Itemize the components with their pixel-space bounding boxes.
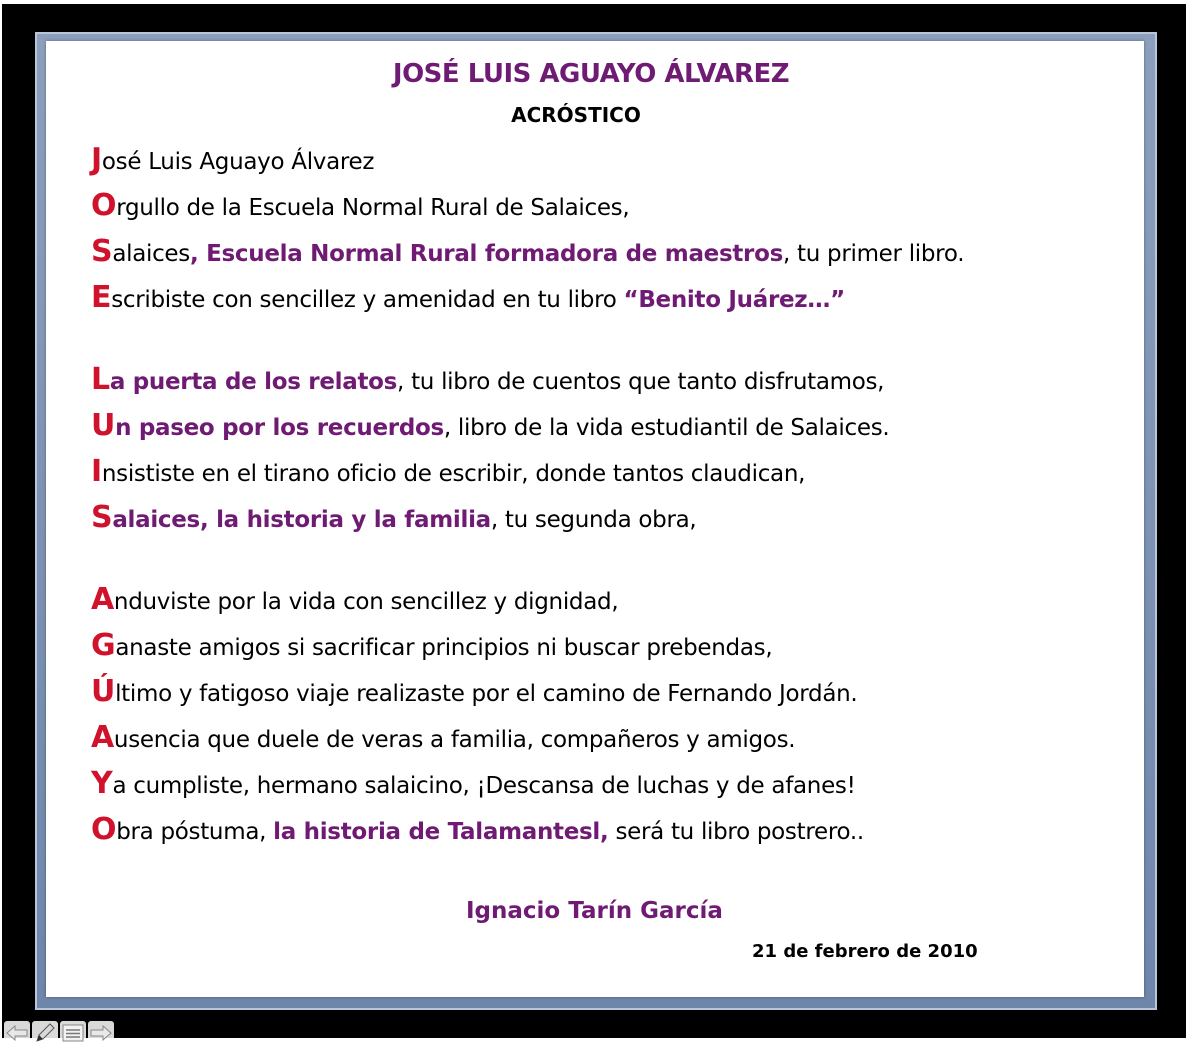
line-text: a cumpliste, hermano salaicino, ¡Descansa de luchas y de afanes! [112,773,856,799]
acrostic-initial: Ú [91,674,116,709]
poem-line [91,403,964,449]
acrostic-initial: A [91,720,114,755]
author-signature: Ignacio Tarín García [466,898,723,924]
menu-icon[interactable] [60,1021,86,1045]
document-title: JOSÉ LUIS AGUAYO ÁLVAREZ [392,59,790,89]
acrostic-initial: E [91,280,112,315]
poem-line [91,137,964,183]
acrostic-poem [91,137,964,853]
line-text: , tu libro de cuentos que tanto disfrutamos, [397,369,885,395]
line-text: osé Luis Aguayo Álvarez [101,149,375,175]
acrostic-initial: L [91,362,110,397]
poem-line [91,715,964,761]
highlighted-text: n paseo por los recuerdos [115,415,444,441]
poem-line [91,495,964,541]
line-text: scribiste con sencillez y amenidad en tu libro [111,287,624,313]
line-text: anaste amigos si sacrificar principios ni buscar prebendas, [115,635,773,661]
acrostic-initial: O [91,188,117,223]
highlighted-text: “Benito Juárez…” [623,287,845,313]
line-text: , tu primer libro. [783,241,965,267]
line-text: ltimo y fatigoso viaje realizaste por el camino de Fernando Jordán. [115,681,858,707]
poem-line [91,449,964,495]
poem-line [91,807,964,853]
poem-line [91,669,964,715]
acrostic-initial: O [91,812,117,847]
line-text: , tu segunda obra, [490,507,697,533]
document-date: 21 de febrero de 2010 [752,941,978,962]
highlighted-text: alaices, la historia y la familia [112,507,491,533]
acrostic-initial: U [91,408,116,443]
pencil-icon[interactable] [32,1021,58,1045]
line-text: bra póstuma, [116,819,274,845]
poem-line [91,623,964,669]
back-arrow-icon[interactable] [4,1021,30,1045]
acrostic-initial: A [91,582,114,617]
line-text: será tu libro postrero.. [608,819,864,845]
highlighted-text: , Escuela Normal Rural formadora de maestros [189,241,783,267]
slideshow-nav [4,1020,114,1046]
stanza-gap [91,321,964,357]
line-text: alaices [112,241,190,267]
poem-line [91,275,964,321]
poem-line [91,761,964,807]
line-text: usencia que duele de veras a familia, compañeros y amigos. [113,727,796,753]
poem-line [91,183,964,229]
poem-line [91,577,964,623]
line-text: nsististe en el tirano oficio de escribir, donde tantos claudican, [101,461,806,487]
line-text: , libro de la vida estudiantil de Salaices. [443,415,890,441]
acrostic-initial: Y [91,766,113,801]
highlighted-text: la historia de Talamantesl, [273,819,609,845]
poem-line [91,229,964,275]
acrostic-initial: J [91,142,102,177]
document-page [46,41,1144,997]
line-text: rgullo de la Escuela Normal Rural de Salaices, [116,195,630,221]
stanza-gap [91,541,964,577]
acrostic-initial: S [91,234,113,269]
forward-arrow-icon[interactable] [88,1021,114,1045]
acrostic-initial: S [91,500,113,535]
document-subtitle: ACRÓSTICO [511,103,641,127]
highlighted-text: a puerta de los relatos [109,369,398,395]
acrostic-initial: I [91,454,102,489]
line-text: nduviste por la vida con sencillez y dignidad, [113,589,619,615]
poem-line [91,357,964,403]
acrostic-initial: G [91,628,116,663]
